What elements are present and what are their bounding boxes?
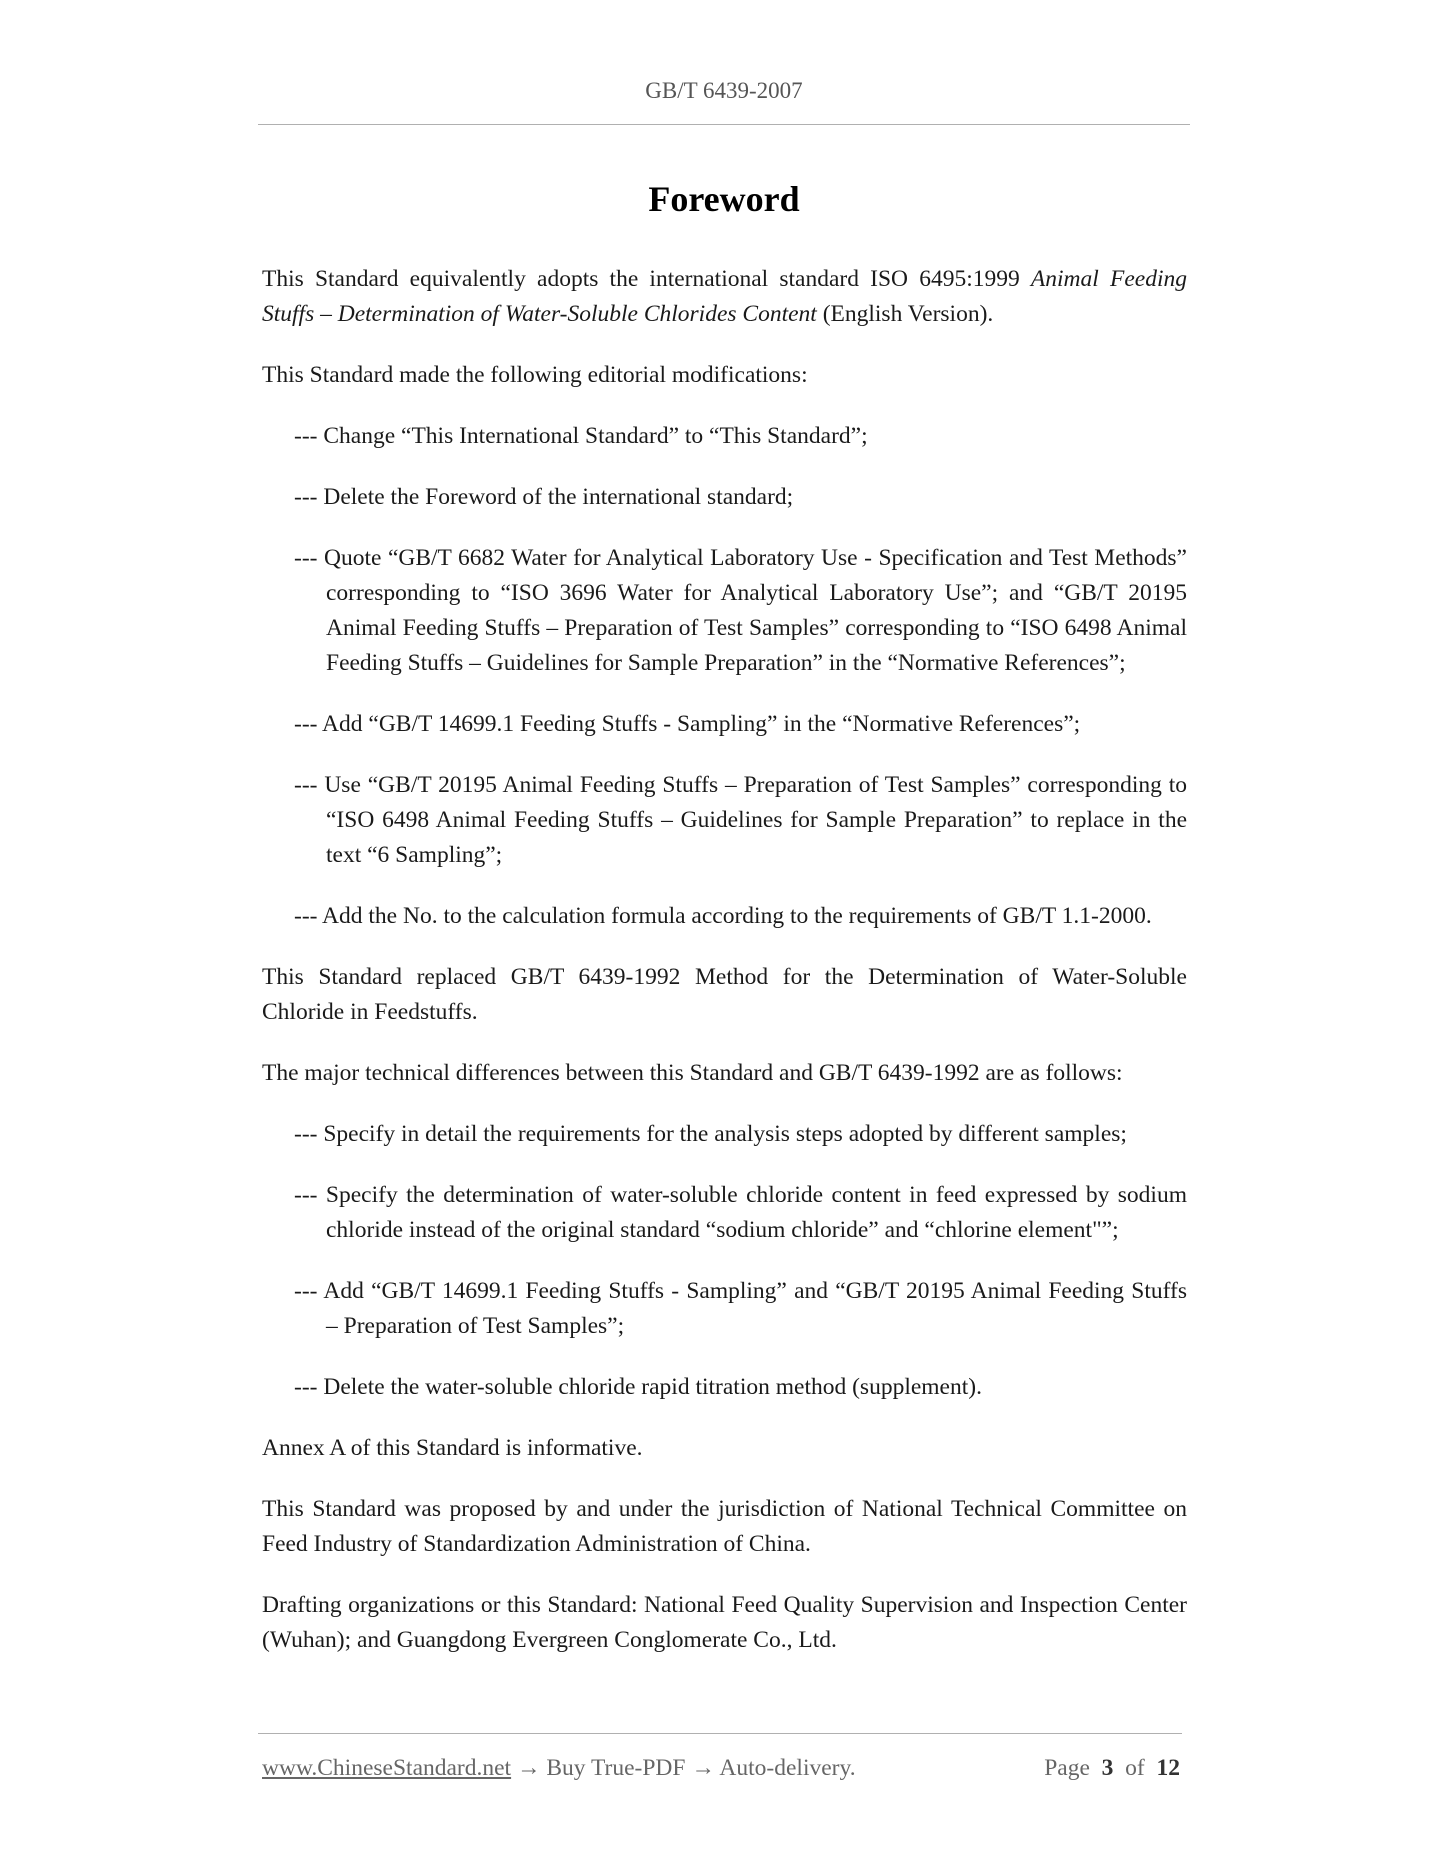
modification-item: --- Use “GB/T 20195 Animal Feeding Stuffs – Preparation of Test Samples” corresponding to “ISO 6498 Animal Feeding Stuffs – Guidelines for Sample Preparation” to replace in the text “6 Sampling”; [294, 772, 1187, 868]
page-label: Page [1044, 1755, 1090, 1781]
modifications-intro: This Standard made the following editorial modifications: [262, 362, 808, 388]
drafting-paragraph: Drafting organizations or this Standard: National Feed Quality Supervision and Inspection Center (Wuhan); and Guangdong Evergreen Conglomerate Co., Ltd. [262, 1592, 1187, 1653]
modification-item: --- Quote “GB/T 6682 Water for Analytical Laboratory Use - Specification and Test Methods” corresponding to “ISO 3696 Water for Analytical Laboratory Use”; and “GB/T 20195 Animal Feeding Stuffs – Preparation of Test Samples” corresponding to “ISO 6498 Animal Feeding Stuffs – Guidelines for Sample Preparation” in the “Normative References”; [294, 545, 1187, 676]
difference-item: --- Add “GB/T 14699.1 Feeding Stuffs - Sampling” and “GB/T 20195 Animal Feeding Stuffs – Preparation of Test Samples”; [294, 1278, 1187, 1339]
footer-divider [258, 1733, 1182, 1734]
modification-item: --- Add the No. to the calculation formula according to the requirements of GB/T 1.1-2000. [294, 903, 1152, 929]
difference-item: --- Specify the determination of water-soluble chloride content in feed expressed by sodium chloride instead of the original standard “sodium chloride” and “chlorine element"”; [294, 1182, 1187, 1243]
adoption-paragraph [262, 262, 1187, 332]
annex-paragraph: Annex A of this Standard is informative. [262, 1435, 643, 1461]
page-total: 12 [1156, 1755, 1180, 1781]
arrow-right-icon: → [516, 1755, 541, 1781]
auto-delivery-text: Auto-delivery. [719, 1755, 856, 1781]
of-label: of [1125, 1755, 1145, 1781]
difference-item: --- Specify in detail the requirements for the analysis steps adopted by different samples; [294, 1121, 1127, 1147]
replaced-paragraph: This Standard replaced GB/T 6439-1992 Method for the Determination of Water-Soluble Chloride in Feedstuffs. [262, 964, 1187, 1025]
page-number [1044, 1755, 1180, 1782]
adoption-text-a: This Standard equivalently adopts the international standard ISO 6495:1999 [262, 266, 1031, 292]
modification-item: --- Add “GB/T 14699.1 Feeding Stuffs - Sampling” in the “Normative References”; [294, 711, 1081, 737]
modification-item: --- Delete the Foreword of the international standard; [294, 484, 794, 510]
proposed-paragraph: This Standard was proposed by and under the jurisdiction of National Technical Committee on Feed Industry of Standardization Administration of China. [262, 1496, 1187, 1557]
modification-item: --- Change “This International Standard” to “This Standard”; [294, 423, 868, 449]
arrow-right-icon: → [691, 1755, 715, 1781]
buy-pdf-text: Buy True-PDF [546, 1755, 686, 1781]
foreword-body [262, 262, 1187, 1684]
differences-intro: The major technical differences between this Standard and GB/T 6439-1992 are as follows: [262, 1060, 1123, 1086]
footer-promo [262, 1755, 856, 1782]
header-divider [258, 124, 1190, 125]
site-link[interactable]: www.ChineseStandard.net [262, 1755, 512, 1781]
adoption-title-italic: Animal Feeding Stuffs – Determination of Water-Soluble Chlorides Content [262, 266, 1187, 327]
page-header: GB/T 6439-2007 [645, 78, 803, 103]
page-current: 3 [1101, 1755, 1114, 1781]
adoption-text-b: (English Version). [816, 301, 994, 327]
difference-item: --- Delete the water-soluble chloride rapid titration method (supplement). [294, 1374, 982, 1400]
page-title: Foreword [648, 179, 800, 219]
